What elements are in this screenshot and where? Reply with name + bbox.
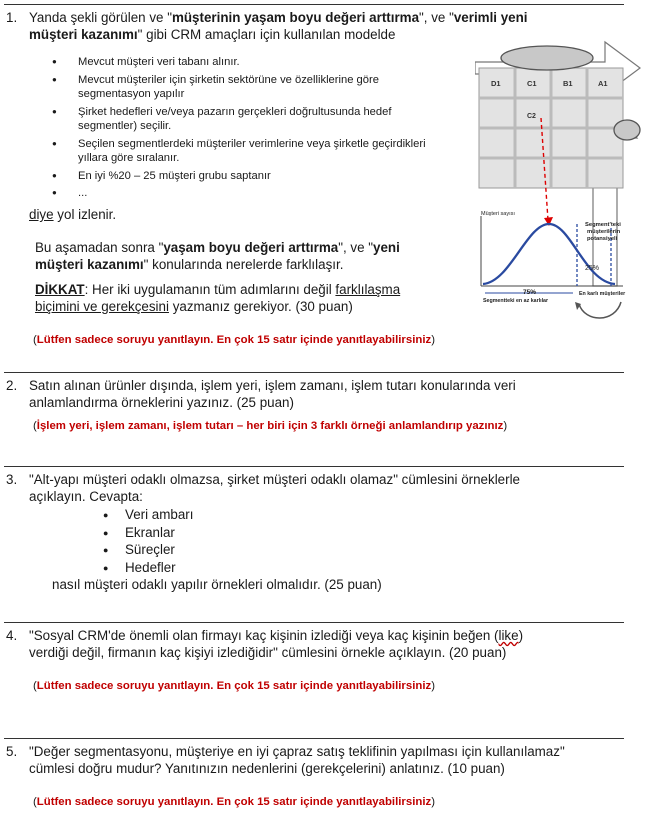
list-item: ● Veri ambarı	[103, 506, 193, 524]
grid-label: D1	[491, 79, 501, 88]
question-number: 5.	[6, 744, 18, 759]
divider	[4, 622, 624, 623]
divider	[4, 372, 624, 373]
attention-note: DİKKAT: Her iki uygulamanın tüm adımlarını değil farklılaşma biçimini ve gerekçesini yazmanız gerekiyor. (30 puan)	[35, 282, 401, 314]
answer-instruction: (Lütfen sadece soruyu yanıtlayın. En çok 15 satır içinde yanıtlayabilirsiniz)	[33, 334, 435, 346]
question-3-text: "Alt-yapı müşteri odaklı olmazsa, şirket müşteri odaklı olamaz" cümlesini örneklerle açıklayın. Cevapta:	[29, 472, 521, 504]
x-axis-right-label: En karlı müşteriler	[579, 291, 626, 297]
segment-grid	[479, 68, 623, 188]
target-ellipse	[614, 120, 640, 140]
grid-label: C1	[527, 79, 537, 88]
cycle-arrow-icon	[579, 302, 621, 318]
list-item: ● Süreçler	[103, 541, 193, 559]
divider	[4, 738, 624, 739]
grid-label: C2	[527, 113, 536, 120]
question-1-steps	[52, 55, 452, 201]
question-3-closing: nasıl müşteri odaklı yapılır örnekleri olmalıdır. (25 puan)	[52, 577, 382, 592]
procedure-note: diye yol izlenir.	[29, 207, 117, 222]
crm-model-figure	[475, 38, 650, 328]
segment-potential-label: Segment'teki müşterilerin potansiyeli	[585, 222, 621, 242]
question-5-text: "Değer segmentasyonu, müşteriye en iyi çapraz satış teklifinin yapılması için kullanılamaz" cümlesi doğru mudur? Yanıtınızın nedenlerini (gerekçelerini) anlatınız. (10 puan)	[29, 744, 565, 776]
question-3-items	[103, 506, 193, 576]
list-item: ● Şirket hedefleri ve/veya pazarın gerçekleri doğrultusunda hedef segmentler) seçilir.	[52, 105, 452, 134]
grid-label: A1	[598, 79, 608, 88]
answer-instruction: (Lütfen sadece soruyu yanıtlayın. En çok 15 satır içinde yanıtlayabilirsiniz)	[33, 680, 435, 692]
question-number: 2.	[6, 378, 18, 393]
x-axis-left-label: Segmentteki en az karlılar	[483, 298, 549, 304]
percent-label: 25%	[585, 265, 600, 272]
question-1-text: Yanda şekli görülen ve "müşterinin yaşam boyu değeri arttırma", ve "verimli yeni müşteri kazanımı" gibi CRM amaçları için kullanılan modelde	[29, 10, 528, 42]
divider	[4, 4, 624, 5]
question-1-subquestion: Bu aşamadan sonra "yaşam boyu değeri arttırma", ve "yeni müşteri kazanımı" konularında nerelerde farklılaşır.	[35, 240, 400, 272]
question-4-text: "Sosyal CRM'de önemli olan firmayı kaç kişinin izlediği veya kaç kişinin beğen (like) verdiği değil, firmanın kaç kişiyi izlediğidir" cümlesini örnekle açıklayın. (20 puan)	[29, 628, 524, 660]
question-number: 1.	[6, 10, 18, 25]
customer-db-ellipse	[501, 46, 593, 70]
question-number: 4.	[6, 628, 18, 643]
answer-instruction: (Lütfen sadece soruyu yanıtlayın. En çok 15 satır içinde yanıtlayabilirsiniz)	[33, 796, 435, 808]
list-item: ● Ekranlar	[103, 524, 193, 542]
question-2-text: Satın alınan ürünler dışında, işlem yeri, işlem zamanı, işlem tutarı konularında veri anlamlandırma örneklerini yazınız. (25 puan)	[29, 378, 516, 410]
list-item: ● Mevcut müşteriler için şirketin sektörüne ve özelliklerine göre segmentasyon yapılır	[52, 73, 452, 102]
percent-label: 75%	[523, 289, 537, 296]
list-item: ● Hedefler	[103, 559, 193, 577]
list-item: ● En iyi %20 – 25 müşteri grubu saptanır	[52, 169, 452, 184]
divider	[4, 466, 624, 467]
list-item: ● Mevcut müşteri veri tabanı alınır.	[52, 55, 452, 70]
list-item: ● Seçilen segmentlerdeki müşteriler verimlerine veya şirketle geçirdikleri yıllara göre sıralanır.	[52, 137, 452, 166]
list-item: ● ...	[52, 186, 452, 201]
grid-label: B1	[563, 79, 573, 88]
question-number: 3.	[6, 472, 18, 487]
answer-instruction: (İşlem yeri, işlem zamanı, işlem tutarı – her biri için 3 farklı örneği anlamlandırıp yazınız)	[33, 420, 508, 432]
y-axis-label: Müşteri sayısı	[481, 211, 515, 217]
